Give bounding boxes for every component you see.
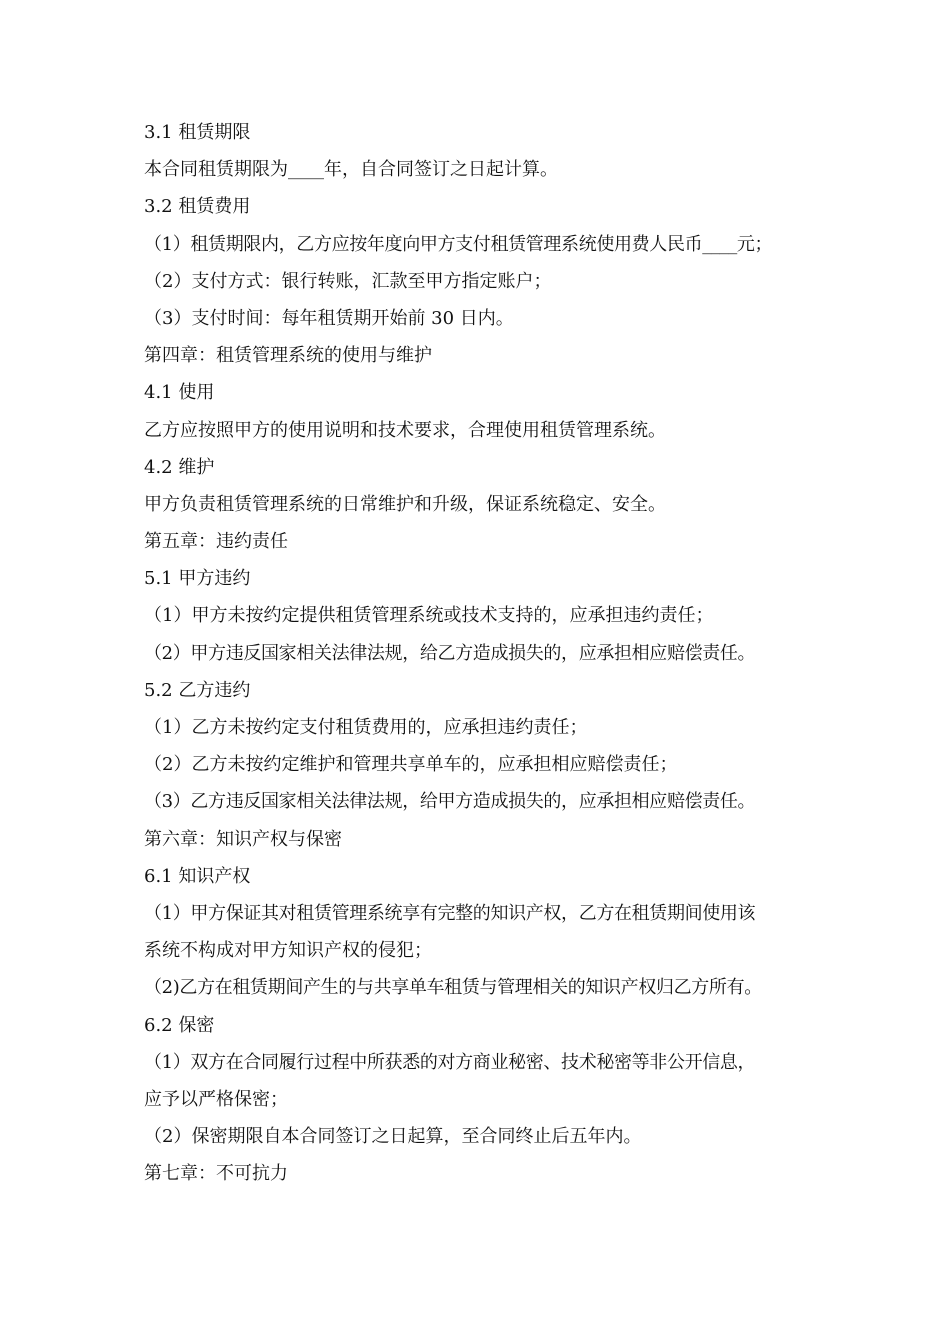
list-item: （2）乙方未按约定维护和管理共享单车的，应承担相应赔偿责任； bbox=[144, 754, 678, 776]
list-item: （2）保密期限自本合同签订之日起算，至合同终止后五年内。 bbox=[144, 1126, 642, 1148]
list-item: （2)乙方在租赁期间产生的与共享单车租赁与管理相关的知识产权归乙方所有。 bbox=[144, 977, 762, 999]
section-heading-3-1: 3.1 租赁期限 bbox=[144, 122, 251, 143]
paragraph-lease-term: 本合同租赁期限为____年，自合同签订之日起计算。 bbox=[144, 159, 558, 181]
section-heading-4-1: 4.1 使用 bbox=[144, 382, 215, 404]
section-heading-5-2: 5.2 乙方违约 bbox=[144, 679, 251, 701]
chapter-heading-5: 第五章：违约责任 bbox=[144, 531, 288, 553]
chapter-heading-7: 第七章：不可抗力 bbox=[144, 1163, 288, 1185]
list-item: （1）双方在合同履行过程中所获悉的对方商业秘密、技术秘密等非公开信息， bbox=[144, 1051, 756, 1073]
list-item: （1）乙方未按约定支付租赁费用的，应承担违约责任； bbox=[144, 717, 588, 738]
list-item: （1）租赁期限内，乙方应按年度向甲方支付租赁管理系统使用费人民币____元； bbox=[144, 233, 773, 255]
list-item-continuation: 系统不构成对甲方知识产权的侵犯； bbox=[144, 940, 432, 962]
section-heading-6-1: 6.1 知识产权 bbox=[144, 865, 251, 887]
paragraph-usage: 乙方应按照甲方的使用说明和技术要求，合理使用租赁管理系统。 bbox=[144, 419, 666, 441]
chapter-heading-6: 第六章：知识产权与保密 bbox=[144, 828, 342, 850]
document-body bbox=[144, 114, 814, 1192]
list-item: （1）甲方保证其对租赁管理系统享有完整的知识产权，乙方在租赁期间使用该 bbox=[144, 902, 756, 924]
list-item: （3）支付时间：每年租赁期开始前 30 日内。 bbox=[144, 307, 514, 329]
list-item: （2）支付方式：银行转账，汇款至甲方指定账户； bbox=[144, 270, 552, 292]
list-item: （3）乙方违反国家相关法律法规，给甲方造成损失的，应承担相应赔偿责任。 bbox=[144, 791, 756, 813]
list-item-continuation: 应予以严格保密； bbox=[144, 1088, 288, 1110]
section-heading-3-2: 3.2 租赁费用 bbox=[144, 196, 251, 218]
list-item: （2）甲方违反国家相关法律法规，给乙方造成损失的，应承担相应赔偿责任。 bbox=[144, 642, 756, 664]
section-heading-6-2: 6.2 保密 bbox=[144, 1014, 215, 1036]
list-item: （1）甲方未按约定提供租赁管理系统或技术支持的，应承担违约责任； bbox=[144, 605, 714, 627]
chapter-heading-4: 第四章：租赁管理系统的使用与维护 bbox=[144, 345, 432, 367]
section-heading-4-2: 4.2 维护 bbox=[144, 456, 215, 478]
paragraph-maintenance: 甲方负责租赁管理系统的日常维护和升级，保证系统稳定、安全。 bbox=[144, 493, 666, 515]
section-heading-5-1: 5.1 甲方违约 bbox=[144, 568, 251, 590]
